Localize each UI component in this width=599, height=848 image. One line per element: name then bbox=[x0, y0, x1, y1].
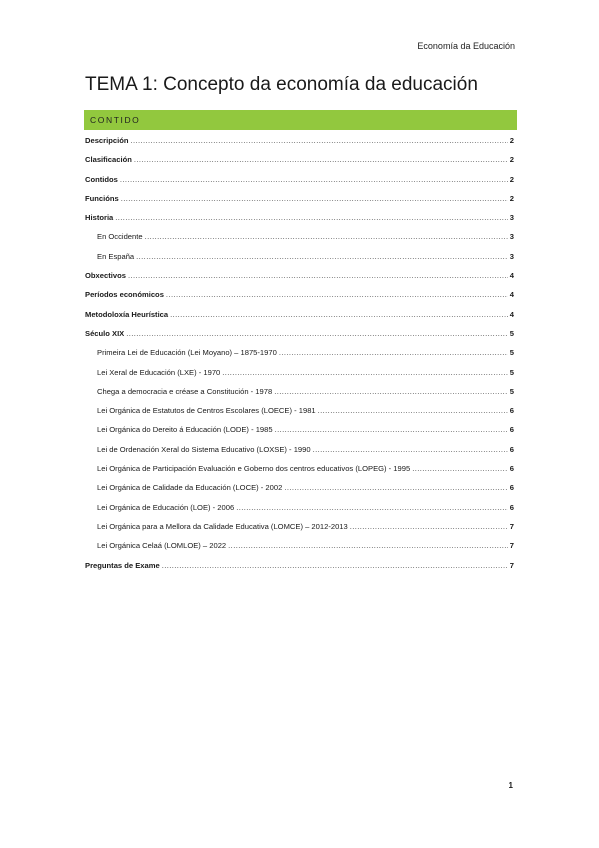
toc-entry-label: Século XIX bbox=[85, 328, 125, 338]
toc-entry-page: 6 bbox=[509, 464, 514, 474]
toc-entry[interactable] bbox=[85, 213, 514, 232]
toc-entry-page: 5 bbox=[509, 386, 514, 396]
toc-entry-label: Funcións bbox=[85, 193, 119, 203]
toc-entry-page: 2 bbox=[509, 193, 514, 203]
toc-dot-leader bbox=[236, 503, 508, 512]
toc-entry[interactable] bbox=[85, 310, 514, 329]
toc-entry-label: Períodos económicos bbox=[85, 290, 164, 300]
toc-dot-leader bbox=[134, 155, 508, 164]
toc-entry[interactable] bbox=[85, 406, 514, 425]
toc-entry-label: Lei Xeral de Educación (LXE) - 1970 bbox=[97, 367, 221, 377]
toc-entry-label: Lei Orgánica Celaá (LOMLOE) – 2022 bbox=[97, 541, 227, 551]
toc-entry[interactable] bbox=[85, 503, 514, 522]
running-header: Economía da Educación bbox=[417, 41, 515, 51]
toc-entry[interactable] bbox=[85, 155, 514, 174]
toc-entry-label: Preguntas de Exame bbox=[85, 560, 160, 570]
toc-entry-label: Lei Orgánica do Dereito á Educación (LODE) - 1985 bbox=[97, 425, 273, 435]
toc-entry[interactable] bbox=[85, 175, 514, 194]
toc-dot-leader bbox=[222, 368, 508, 377]
toc-entry-label: Lei Orgánica de Estatutos de Centros Escolares (LOECE) - 1981 bbox=[97, 406, 316, 416]
toc-dot-leader bbox=[115, 213, 507, 222]
toc-dot-leader bbox=[350, 522, 508, 531]
toc-dot-leader bbox=[318, 406, 508, 415]
toc-dot-leader bbox=[126, 329, 508, 338]
toc-entry-page: 3 bbox=[509, 232, 514, 242]
toc-entry[interactable] bbox=[85, 445, 514, 464]
toc-dot-leader bbox=[284, 483, 507, 492]
toc-entry-label: Clasificación bbox=[85, 155, 132, 165]
toc-entry-label: Historia bbox=[85, 213, 114, 223]
toc-entry-label: Chega a democracia e créase a Constitución - 1978 bbox=[97, 386, 273, 396]
toc-entry[interactable] bbox=[85, 541, 514, 560]
page-number: 1 bbox=[508, 781, 513, 790]
toc-dot-leader bbox=[279, 348, 508, 357]
toc-entry-label: Lei Orgánica de Calidade da Educación (LOCE) - 2002 bbox=[97, 483, 283, 493]
toc-dot-leader bbox=[120, 175, 508, 184]
toc-heading: CONTIDO bbox=[90, 115, 141, 125]
toc-entry-label: Descripción bbox=[85, 136, 129, 145]
toc-entry-label: Lei de Ordenación Xeral do Sistema Educativo (LOXSE) - 1990 bbox=[97, 444, 311, 454]
toc-entry[interactable] bbox=[85, 425, 514, 444]
toc-dot-leader bbox=[145, 232, 508, 241]
toc-dot-leader bbox=[136, 252, 508, 261]
toc-dot-leader bbox=[170, 310, 508, 319]
toc-dot-leader bbox=[162, 561, 508, 570]
toc-entry-label: Lei Orgánica de Participación Evaluación e Goberno dos centros educativos (LOPEG) - 1995 bbox=[97, 464, 411, 474]
toc-entry-page: 4 bbox=[509, 309, 514, 319]
toc-entry-page: 5 bbox=[509, 367, 514, 377]
toc-entry-page: 4 bbox=[509, 290, 514, 300]
toc-entry-page: 2 bbox=[509, 136, 514, 145]
toc-entry-page: 6 bbox=[509, 425, 514, 435]
toc-entry-label: Contidos bbox=[85, 174, 118, 184]
toc-entry-page: 5 bbox=[509, 328, 514, 338]
toc-entry[interactable] bbox=[85, 136, 514, 155]
toc-dot-leader bbox=[274, 387, 508, 396]
toc-entry[interactable] bbox=[85, 348, 514, 367]
toc-entry-page: 2 bbox=[509, 174, 514, 184]
toc-entry-label: En Occidente bbox=[97, 232, 143, 242]
toc-entry[interactable] bbox=[85, 232, 514, 251]
toc-entry[interactable] bbox=[85, 561, 514, 580]
toc-entry-page: 3 bbox=[509, 213, 514, 223]
toc-dot-leader bbox=[313, 445, 508, 454]
toc-entry[interactable] bbox=[85, 483, 514, 502]
toc-dot-leader bbox=[128, 271, 508, 280]
toc-entry-page: 4 bbox=[509, 271, 514, 281]
toc-entry-page: 7 bbox=[509, 541, 514, 551]
toc-entry-page: 6 bbox=[509, 502, 514, 512]
toc-entry[interactable] bbox=[85, 194, 514, 213]
document-title: TEMA 1: Concepto da economía da educación bbox=[85, 74, 478, 95]
toc-entry-label: Primeira Lei de Educación (Lei Moyano) – 1875-1970 bbox=[97, 348, 277, 358]
toc-dot-leader bbox=[275, 425, 508, 434]
toc-entry-label: Metodoloxía Heurística bbox=[85, 309, 169, 319]
toc-entry-page: 2 bbox=[509, 155, 514, 165]
toc-entry[interactable] bbox=[85, 271, 514, 290]
toc-dot-leader bbox=[130, 136, 507, 145]
toc-entry-page: 7 bbox=[509, 560, 514, 570]
toc-heading-bar bbox=[84, 110, 517, 130]
toc-entry-label: Obxectivos bbox=[85, 271, 126, 281]
toc-entry-label: Lei Orgánica para a Mellora da Calidade Educativa (LOMCE) – 2012-2013 bbox=[97, 521, 348, 531]
toc-dot-leader bbox=[412, 464, 508, 473]
toc-entry[interactable] bbox=[85, 522, 514, 541]
toc-entry-page: 6 bbox=[509, 483, 514, 493]
toc-entry-label: En España bbox=[97, 251, 135, 261]
toc-entry-page: 6 bbox=[509, 444, 514, 454]
toc-entry-page: 7 bbox=[509, 521, 514, 531]
toc-dot-leader bbox=[121, 194, 508, 203]
toc-entry-page: 6 bbox=[509, 406, 514, 416]
toc-entry[interactable] bbox=[85, 464, 514, 483]
toc-dot-leader bbox=[228, 541, 508, 550]
table-of-contents bbox=[85, 136, 514, 580]
toc-entry-page: 5 bbox=[509, 348, 514, 358]
toc-dot-leader bbox=[166, 290, 508, 299]
toc-entry-label: Lei Orgánica de Educación (LOE) - 2006 bbox=[97, 502, 235, 512]
toc-entry[interactable] bbox=[85, 252, 514, 271]
toc-entry[interactable] bbox=[85, 329, 514, 348]
toc-entry-page: 3 bbox=[509, 251, 514, 261]
toc-entry[interactable] bbox=[85, 368, 514, 387]
toc-entry[interactable] bbox=[85, 387, 514, 406]
toc-entry[interactable] bbox=[85, 290, 514, 309]
